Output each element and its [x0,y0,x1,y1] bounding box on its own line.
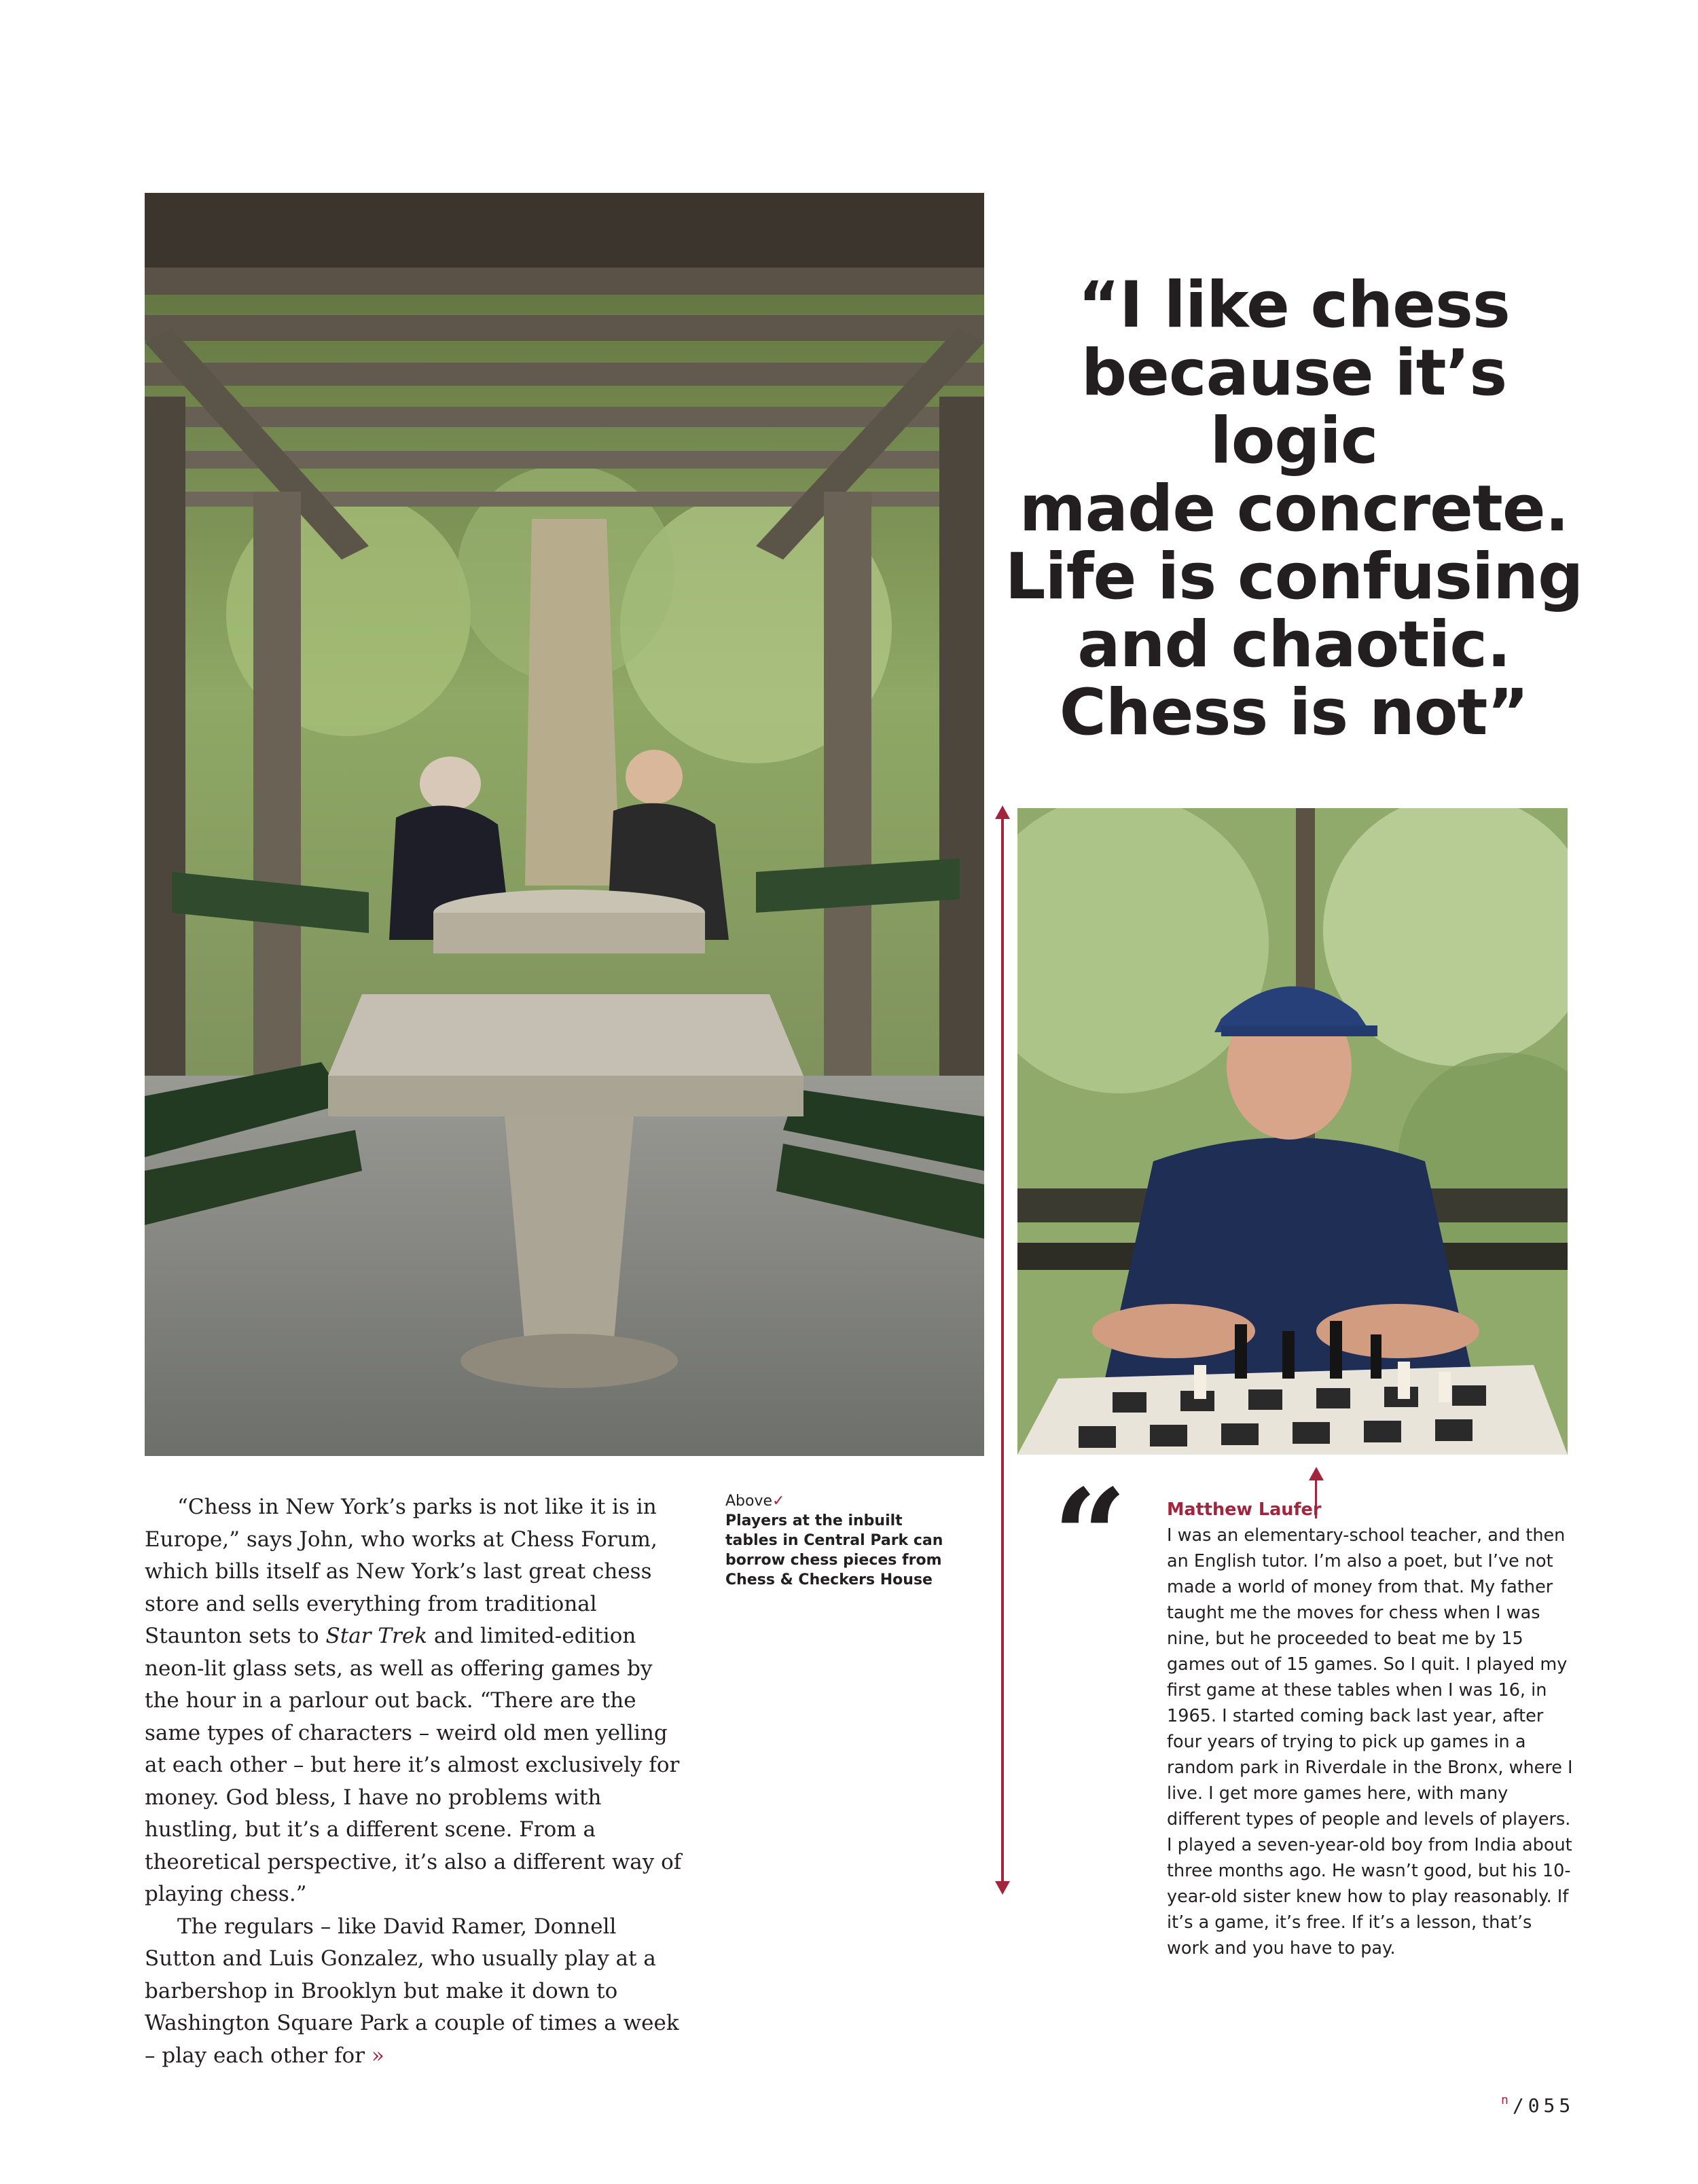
pull-quote-line: because it’s logic [1081,336,1507,478]
quote-mark-icon: “ [1053,1461,1127,1612]
pull-quote-line: Chess is not” [1059,676,1529,750]
caption-tick-icon: ✓ [772,1493,785,1510]
interviewee-name: Matthew Laufer [1167,1499,1322,1520]
portrait-chess-player-photo [1017,808,1568,1455]
continue-mark: » [371,2043,384,2068]
pull-quote-line: “I like chess [1078,268,1510,342]
body-italic-title: Star Trek [325,1624,427,1648]
pergola-photo-illustration [145,193,984,1456]
sidebar-interview [1167,1497,1574,1961]
body-paragraph-1-rest: and limited-edition neon-lit glass sets, as well as offering games by the hour in a parlour out back. “There are the same types of characters – weird old men yelling at each other – but here it’s almost exclusively for money. God bless, I have no problems with hustling, but it’s a different scene. From a theoretical perspective, it’s also a different way of playing chess.” [145,1624,682,1906]
interview-text: I was an elementary-school teacher, and then an English tutor. I’m also a poet, but I’ve not made a world of money from that. My father taught me the moves for chess when I was nine, but he proceeded to beat me by 15 games out of 15 games. So I quit. I played my first game at these tables when I was 16, in 1965. I started coming back last year, after four years of trying to pick up games in a random park in Riverdale in the Bronx, where I live. I get more games here, with many different types of people and levels of players. I played a seven-year-old boy from India about three months ago. He wasn’t good, but his 10-year-old sister knew how to play reasonably. If it’s a game, it’s free. If it’s a lesson, that’s work and you have to pay. [1167,1525,1573,1959]
pull-quote-line: Life is confusing [1005,540,1583,614]
page-number: /055 [1512,2094,1575,2117]
arrow-down-icon [995,1881,1010,1895]
caption-label: Above [725,1493,773,1510]
body-paragraph-2 [145,1911,688,2073]
caption-text: Players at the inbuilt tables in Central Park can borrow chess pieces from Chess & Checkers House [725,1512,943,1588]
page-folio [1501,2093,1574,2117]
vertical-rule [1001,812,1004,1885]
pull-quote [998,268,1589,750]
body-paragraph-1 [145,1491,688,1911]
photo-caption [725,1491,950,1590]
body-paragraph-1-text: “Chess in New York’s parks is not like it is in Europe,” says John, who works at Chess Forum, which bills itself as New York’s last great chess store and sells everything from traditional Staunton sets to [145,1495,657,1648]
pull-quote-line: and chaotic. [1077,608,1511,682]
body-article-text [145,1491,688,2072]
pergola-chess-players-photo [145,193,984,1456]
magazine-mark: n [1501,2093,1513,2107]
portrait-photo-illustration [1017,808,1568,1455]
body-paragraph-2-text: The regulars – like David Ramer, Donnell Sutton and Luis Gonzalez, who usually play at a barbershop in Brooklyn but make it down to Washington Square Park a couple of times a week – play each other for [145,1914,679,2068]
pull-quote-line: made concrete. [1019,472,1569,546]
